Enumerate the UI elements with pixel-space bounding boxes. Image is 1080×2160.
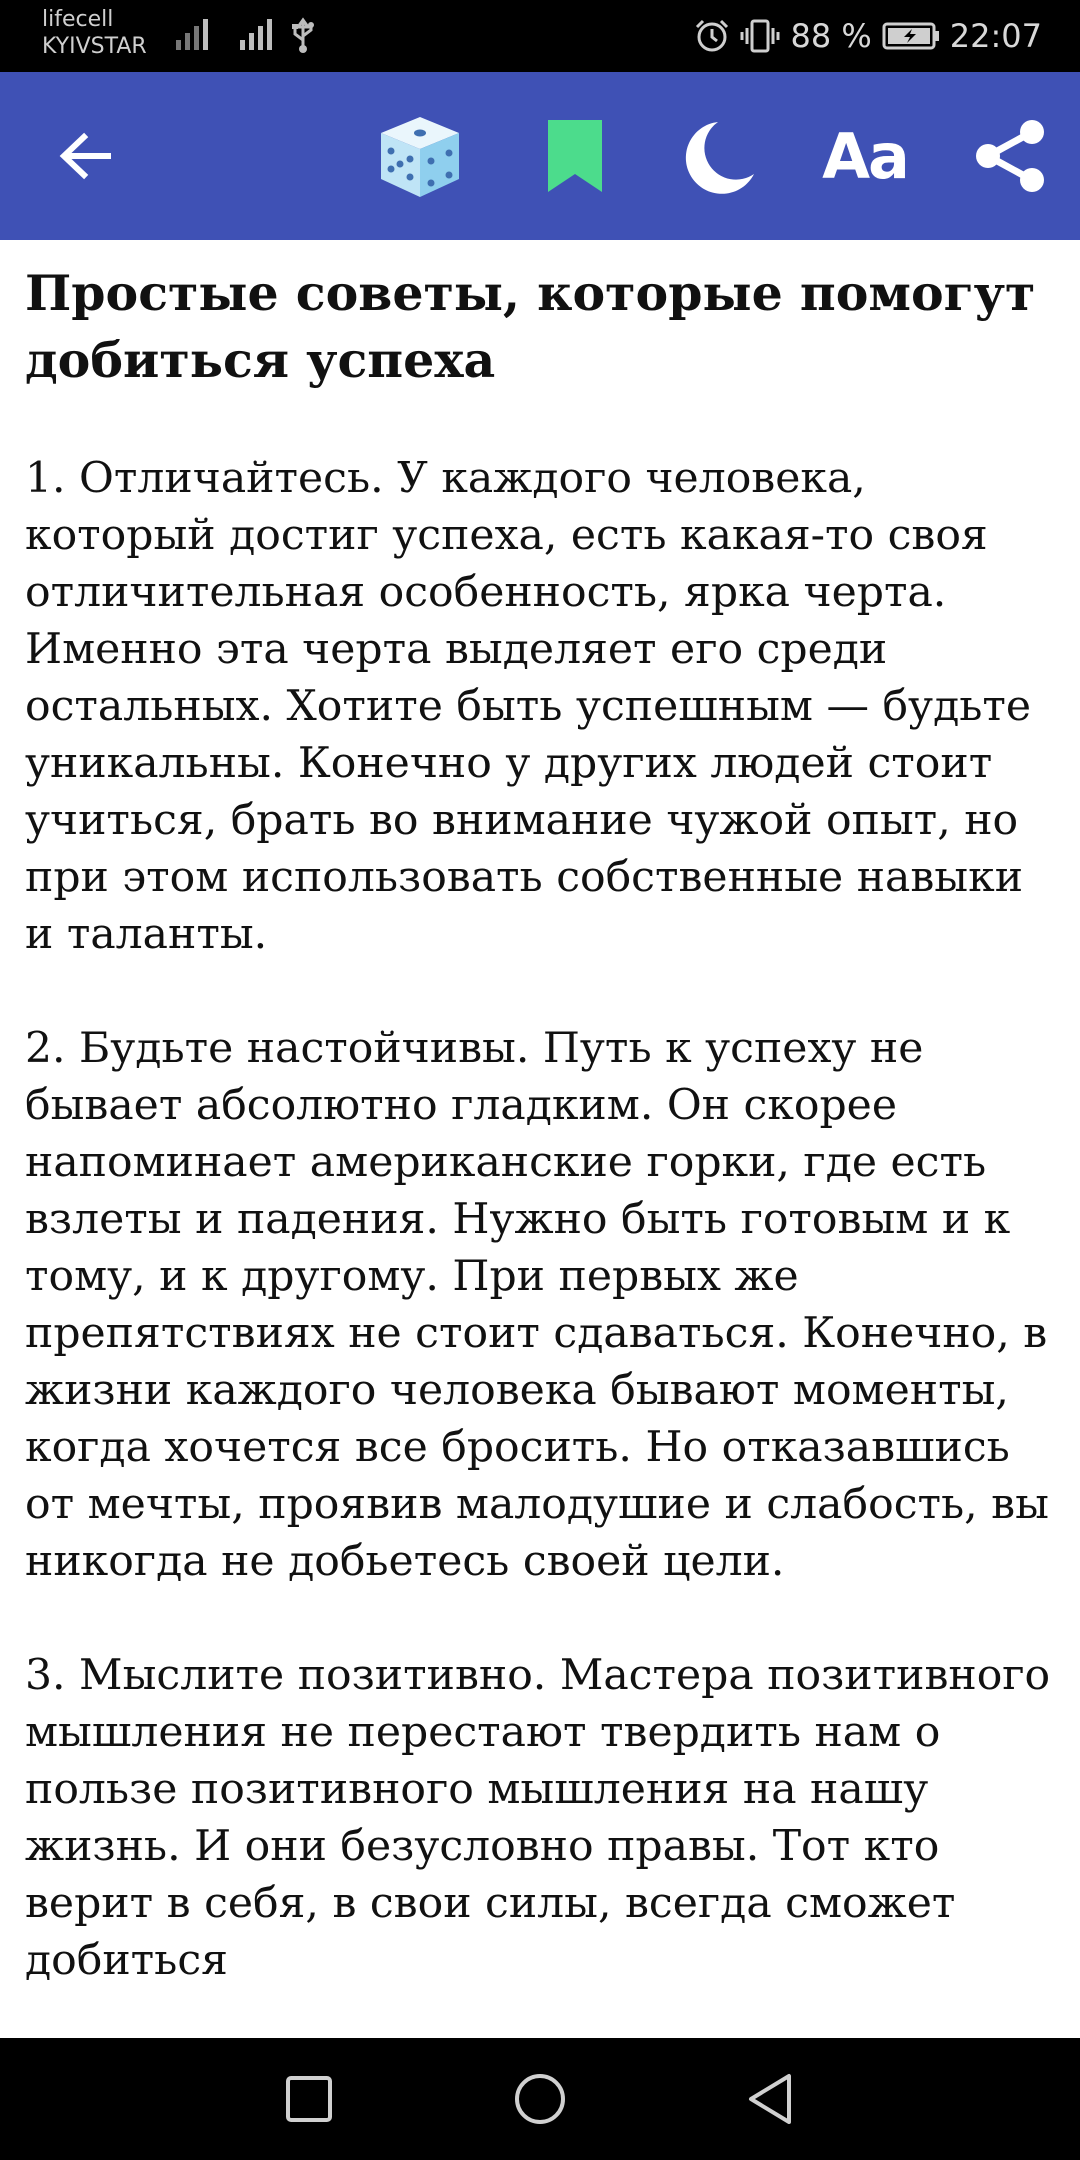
signal-strength-icon-1 [176, 14, 208, 50]
system-navigation-bar [0, 2038, 1080, 2160]
article-paragraph-1: 1. Отличайтесь. У каждого человека, который достиг успеха, есть какая-то своя отличительная особенность, ярка черта. Именно эта черта выделяет его среди остальных. Хотите быть успешным — будьте уникальны. Конечно у других людей стоит учиться, брать во внимание чужой опыт, но при этом использовать собственные навыки и таланты. [25, 454, 1032, 959]
carrier-line2: KYIVSTAR [42, 34, 147, 59]
bookmark-icon [546, 118, 604, 194]
share-button[interactable] [960, 72, 1060, 240]
share-icon [972, 118, 1048, 194]
signal-strength-icon-2 [240, 14, 272, 50]
article-paragraph-3: 3. Мыслите позитивно. Мастера позитивного мышления не перестают твердить нам о пользе позитивного мышления на нашу жизнь. И они безусловно правы. Тот кто верит в себя, в свои силы, всегда сможет добиться [25, 1651, 1051, 1985]
home-icon [512, 2071, 568, 2127]
moon-icon [684, 118, 756, 194]
article-content[interactable] [0, 240, 1080, 2038]
vibrate-icon [740, 18, 780, 54]
battery-percent: 88 % [790, 17, 872, 55]
back-arrow-icon [58, 132, 112, 180]
back-icon [745, 2072, 795, 2126]
font-size-button[interactable] [815, 72, 915, 240]
font-size-icon: Aa [822, 119, 908, 193]
alarm-icon [694, 18, 730, 54]
random-article-button[interactable] [370, 72, 470, 240]
carrier-info [42, 6, 147, 60]
app-toolbar [0, 72, 1080, 240]
status-right [694, 14, 1042, 58]
home-button[interactable] [480, 2038, 600, 2160]
recent-apps-button[interactable] [249, 2038, 369, 2160]
bookmark-button[interactable] [530, 72, 620, 240]
status-bar [0, 0, 1080, 72]
back-button[interactable] [40, 72, 130, 240]
battery-charging-icon [882, 21, 940, 51]
clock: 22:07 [949, 17, 1042, 55]
night-mode-button[interactable] [675, 72, 765, 240]
dice-icon [375, 111, 465, 201]
recent-apps-icon [284, 2074, 334, 2124]
article-paragraph-2: 2. Будьте настойчивы. Путь к успеху не бывает абсолютно гладким. Он скорее напоминает американские горки, где есть взлеты и падения. Нужно быть готовым и к тому, и к другому. При первых же препятствиях не стоит сдаваться. Конечно, в жизни каждого человека бывают моменты, когда хочется все бросить. Но отказавшись от мечты, проявив малодушие и слабость, вы никогда не добьетесь своей цели. [25, 1024, 1049, 1586]
usb-icon [288, 14, 318, 54]
system-back-button[interactable] [710, 2038, 830, 2160]
carrier-line1: lifecell [42, 7, 114, 32]
article-title: Простые советы, которые помогут добиться успеха [25, 264, 1036, 389]
